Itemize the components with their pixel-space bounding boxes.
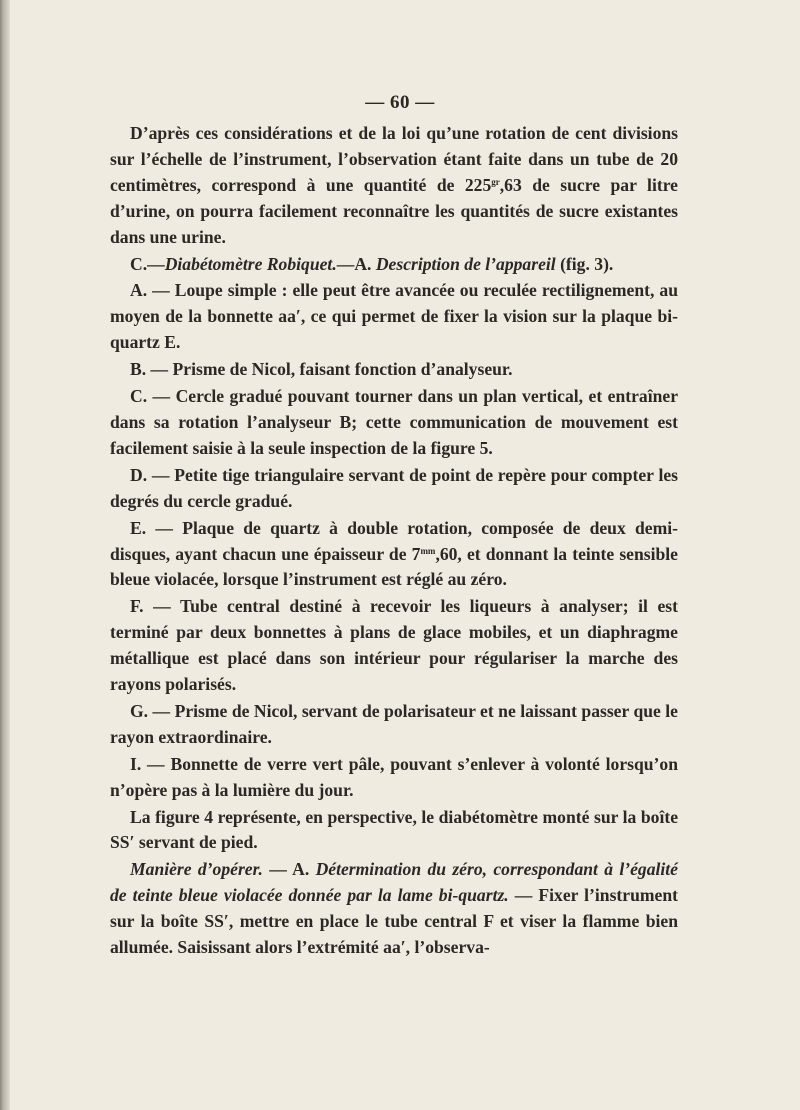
unit-superscript-mm: mm [420, 545, 436, 556]
section-heading-title: Diabétomètre Robiquet. [164, 253, 337, 274]
section-heading-subtitle: Description de l’appareil [375, 253, 556, 274]
paragraph-figure-4: La figure 4 représente, en perspective, le diabétomètre monté sur la boîte SS′ servant de pied. [110, 806, 678, 853]
maniere-title: Manière d’opérer. [130, 859, 263, 880]
paragraph-g-prisme: G. — Prisme de Nicol, servant de polarisateur et ne laissant passer que le rayon extraordinaire. [110, 700, 678, 747]
paragraph-i-bonnette: I. — Bonnette de verre vert pâle, pouvant s’enlever à volonté lorsqu’on n’opère pas à la lumière du jour. [110, 753, 678, 800]
paragraph-a-loupe: A. — Loupe simple : elle peut être avancée ou reculée rectilignement, au moyen de la bonnette aa′, ce qui permet de fixer la vision sur la plaque bi-quartz E. [110, 280, 678, 353]
paragraph-e-text-a: E. — Plaque de quartz à double rotation, composée de deux demi-disques, ayant chacun une épaisseur de 7 [110, 517, 678, 564]
section-heading-lead: C.— [130, 253, 165, 274]
unit-superscript-gr: gr [491, 176, 500, 187]
paragraph-1 [110, 121, 678, 251]
paragraph-e-plaque [110, 516, 678, 594]
section-heading [110, 252, 678, 278]
paragraph-f-tube: F. — Tube central destiné à recevoir les liqueurs à analyser; il est terminé par deux bonnettes à plans de glace mobiles, et un diaphragme métallique est placé dans son intérieur pour régulariser la marche des rayons polarisés. [110, 596, 678, 695]
maniere-subtitle: Détermination du zéro, correspondant à l’égalité de teinte bleue violacée donnée par la lame bi-quartz. [110, 859, 678, 906]
paragraph-e-text-b: ,60, et donnant la teinte sensible bleue violacée, lorsque l’instrument est réglé au zéro. [110, 543, 678, 590]
maniere-end: — Fixer l’instrument sur la boîte SS′, mettre en place le tube central F et viser la flamme bien allumée. Saisissant alors l’extrémité aa′, l’observa- [110, 885, 678, 958]
section-heading-mid: —A. [336, 253, 376, 274]
maniere-mid: — A. [262, 859, 316, 880]
paragraph-d-tige: D. — Petite tige triangulaire servant de point de repère pour compter les degrés du cercle gradué. [110, 464, 678, 511]
paragraph-1-text-a: D’après ces considérations et de la loi qu’une rotation de cent divisions sur l’échelle de l’instrument, l’observation étant faite dans un tube de 20 centimètres, correspond à une quantité de 225 [110, 123, 678, 195]
paragraph-1-text-b: ,63 de sucre par litre d’urine, on pourra facilement reconnaître les quantités de sucre existantes dans une urine. [110, 174, 678, 247]
page-number: — 60 — [365, 92, 435, 113]
paragraph-b-prisme: B. — Prisme de Nicol, faisant fonction d’analyseur. [130, 359, 513, 380]
body-text [110, 121, 678, 961]
paragraph-maniere [110, 857, 678, 961]
paragraph-c-cercle: C. — Cercle gradué pouvant tourner dans un plan vertical, et entraîner dans sa rotation l’analyseur B; cette communication de mouvement est facilement saisie à la seule inspection de la figure 5. [110, 386, 678, 458]
section-heading-end: (fig. 3). [555, 253, 614, 274]
